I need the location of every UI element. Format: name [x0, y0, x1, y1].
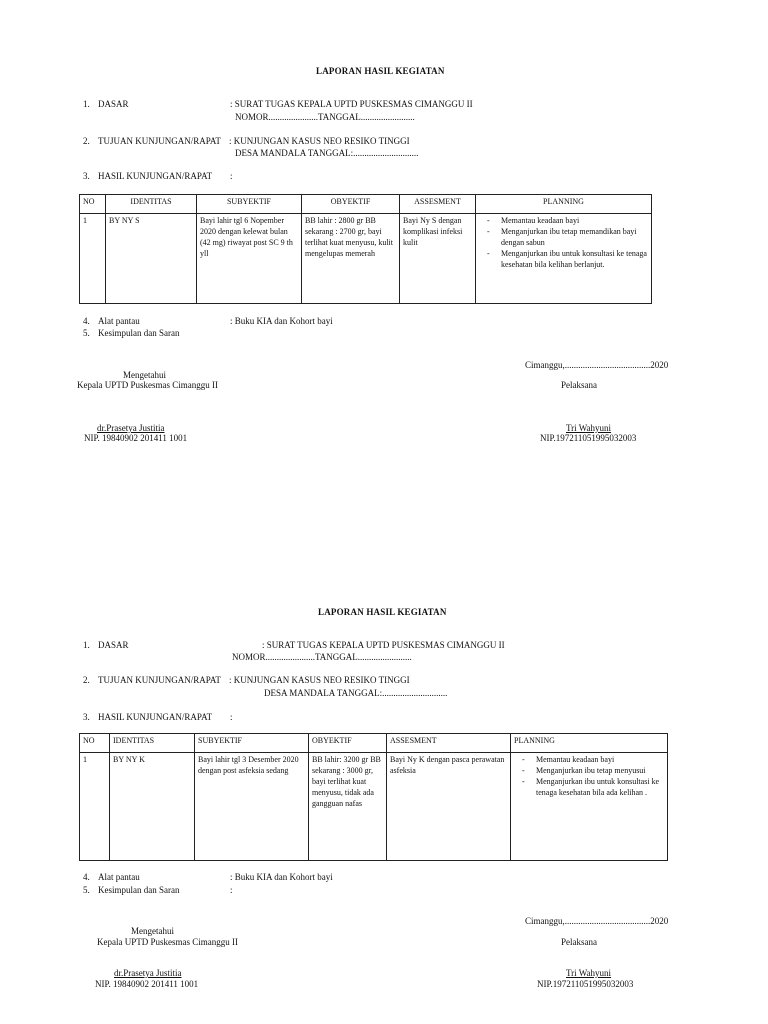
- alat-value: : Buku KIA dan Kohort bayi: [230, 316, 333, 326]
- header-obyektif: OBYEKTIF: [309, 734, 387, 753]
- header-identitas: IDENTITAS: [110, 734, 195, 753]
- table-header-row: [80, 195, 652, 214]
- header-planning: PLANNING: [511, 734, 668, 753]
- pelaksana-name: Tri Wahyuni: [566, 423, 612, 433]
- cell-planning: [476, 214, 652, 304]
- cell-obyektif: BB lahir: 3200 gr BB sekarang : 3000 gr, bayi terlihat kuat menyusu, tidak ada gangguan nafas: [309, 753, 387, 861]
- planning-item: - Menganjurkan ibu tetap memandikan bayi dengan sabun: [479, 226, 648, 248]
- cell-assesment: Bayi Ny K dengan pasca perawatan asfeksia: [387, 753, 511, 861]
- tujuan-value: : KUNJUNGAN KASUS NEO RESIKO TINGGI: [229, 136, 410, 146]
- place-date: Cimanggu,......................................2020: [525, 916, 669, 926]
- dasar-label: DASAR: [98, 99, 129, 109]
- cell-no: 1: [80, 214, 106, 304]
- tujuan-label: TUJUAN KUNJUNGAN/RAPAT: [98, 675, 221, 685]
- alat-value: : Buku KIA dan Kohort bayi: [230, 872, 333, 882]
- hasil-label: HASIL KUNJUNGAN/RAPAT: [98, 171, 213, 181]
- cell-identitas: BY NY K: [110, 753, 195, 861]
- header-subyektif: SUBYEKTIF: [195, 734, 309, 753]
- nomor-line: NOMOR......................TANGGAL........................: [232, 652, 412, 662]
- tujuan-value: : KUNJUNGAN KASUS NEO RESIKO TINGGI: [229, 675, 410, 685]
- table-header-row: [80, 734, 668, 753]
- pelaksana-name: Tri Wahyuni: [566, 968, 612, 978]
- report-table: [79, 194, 652, 304]
- cell-obyektif: BB lahir : 2800 gr BB sekarang : 2700 gr, bayi terlihat kuat menyusu, kulit mengelupas memerah: [302, 214, 400, 304]
- hasil-colon: :: [230, 171, 233, 181]
- pelaksana-nip: NIP.197211051995032003: [540, 433, 637, 443]
- planning-item: - Menganjurkan ibu tetap menyusui: [514, 765, 664, 776]
- desa-line: DESA MANDALA TANGGAL:.............................: [235, 148, 419, 158]
- kesimpulan-label: Kesimpulan dan Saran: [98, 885, 180, 895]
- tujuan-label: TUJUAN KUNJUNGAN/RAPAT: [98, 136, 221, 146]
- item-number: 4.: [83, 872, 90, 882]
- report-title: LAPORAN HASIL KEGIATAN: [316, 66, 445, 76]
- table-row: [80, 214, 652, 304]
- header-no: NO: [80, 195, 106, 214]
- report-table: [79, 733, 668, 861]
- header-obyektif: OBYEKTIF: [302, 195, 400, 214]
- item-number: 2.: [83, 675, 90, 685]
- table-row: [80, 753, 668, 861]
- nomor-line: NOMOR......................TANGGAL........................: [235, 112, 415, 122]
- pelaksana-nip: NIP.197211051995032003: [537, 979, 634, 989]
- desa-line: DESA MANDALA TANGGAL:.............................: [264, 688, 448, 698]
- item-number: 4.: [83, 316, 90, 326]
- header-assesment: ASSESMENT: [400, 195, 476, 214]
- cell-subyektif: Bayi lahir tgl 6 Nopember 2020 dengan kelewat bulan (42 mg) riwayat post SC 9 th yll: [197, 214, 302, 304]
- hasil-label: HASIL KUNJUNGAN/RAPAT: [98, 712, 213, 722]
- dasar-value: : SURAT TUGAS KEPALA UPTD PUSKESMAS CIMANGGU II: [262, 640, 505, 650]
- report-title: LAPORAN HASIL KEGIATAN: [318, 607, 447, 617]
- kesimpulan-label: Kesimpulan dan Saran: [98, 328, 180, 338]
- cell-identitas: BY NY S: [106, 214, 197, 304]
- mengetahui-label: Mengetahui: [131, 926, 174, 936]
- item-number: 1.: [83, 99, 90, 109]
- kepala-title: Kepala UPTD Puskesmas Cimanggu II: [77, 380, 218, 390]
- kesimpulan-colon: :: [230, 885, 233, 895]
- kepala-nip: NIP. 19840902 201411 1001: [95, 979, 199, 989]
- item-number: 3.: [83, 171, 90, 181]
- pelaksana-label: Pelaksana: [561, 380, 597, 390]
- kepala-name: dr.Prasetya Justitia: [97, 423, 165, 433]
- cell-assesment: Bayi Ny S dengan komplikasi infeksi kulit: [400, 214, 476, 304]
- alat-label: Alat pantau: [98, 872, 140, 882]
- item-number: 5.: [83, 328, 90, 338]
- header-subyektif: SUBYEKTIF: [197, 195, 302, 214]
- planning-item: - Menganjurkan ibu untuk konsultasi ke tenaga kesehatan bila kelihan berlanjut.: [479, 248, 648, 270]
- mengetahui-label: Mengetahui: [123, 370, 166, 380]
- item-number: 3.: [83, 712, 90, 722]
- pelaksana-label: Pelaksana: [561, 937, 597, 947]
- kepala-nip: NIP. 19840902 201411 1001: [84, 433, 188, 443]
- kepala-name: dr.Prasetya Justitia: [114, 968, 182, 978]
- planning-item: - Menganjurkan ibu untuk konsultasi ke tenaga kesehatan bila ada kelihan .: [514, 776, 664, 798]
- place-date: Cimanggu,......................................2020: [525, 360, 669, 370]
- cell-planning: [511, 753, 668, 861]
- header-planning: PLANNING: [476, 195, 652, 214]
- kepala-title: Kepala UPTD Puskesmas Cimanggu II: [97, 937, 238, 947]
- dasar-value: : SURAT TUGAS KEPALA UPTD PUSKESMAS CIMANGGU II: [230, 99, 473, 109]
- planning-item: - Memantau keadaan bayi: [479, 215, 648, 226]
- cell-no: 1: [80, 753, 110, 861]
- hasil-colon: :: [230, 712, 233, 722]
- header-identitas: IDENTITAS: [106, 195, 197, 214]
- header-assesment: ASSESMENT: [387, 734, 511, 753]
- header-no: NO: [80, 734, 110, 753]
- item-number: 1.: [83, 640, 90, 650]
- dasar-label: DASAR: [98, 640, 129, 650]
- item-number: 5.: [83, 885, 90, 895]
- item-number: 2.: [83, 136, 90, 146]
- planning-item: - Memantau keadaan bayi: [514, 754, 664, 765]
- alat-label: Alat pantau: [98, 316, 140, 326]
- cell-subyektif: Bayi lahir tgl 3 Desember 2020 dengan post asfeksia sedang: [195, 753, 309, 861]
